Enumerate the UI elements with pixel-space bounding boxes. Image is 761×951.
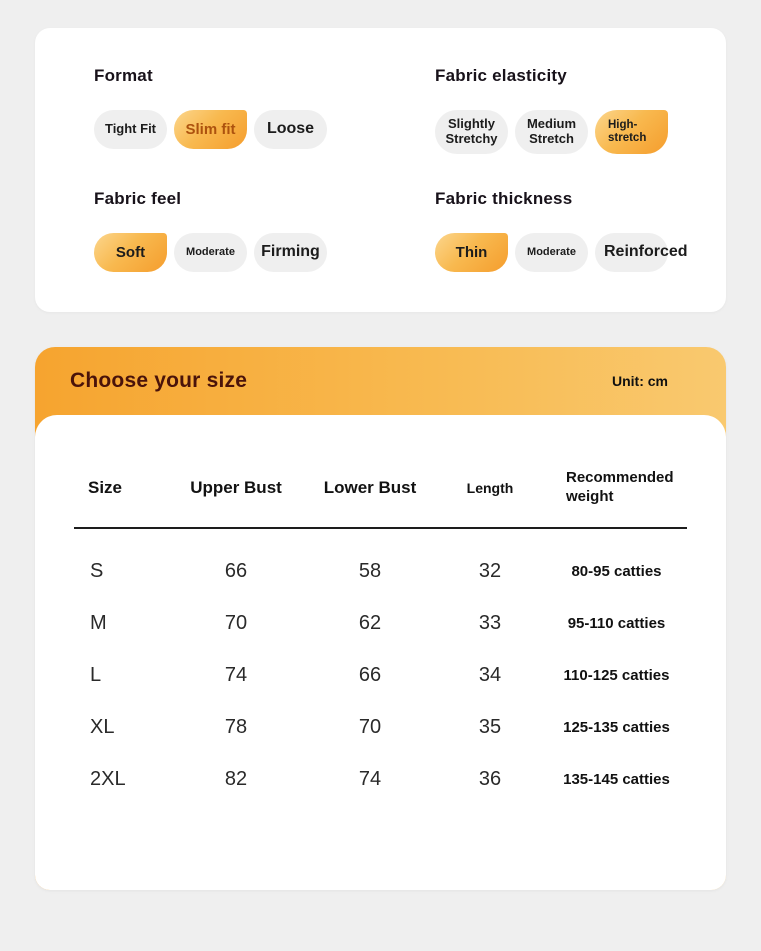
cell-size: S — [90, 559, 104, 582]
elasticity-options — [435, 110, 696, 154]
cell-weight: 135-145 catties — [563, 770, 670, 788]
size-table-header — [74, 451, 687, 525]
group-title-feel: Fabric feel — [94, 189, 182, 208]
cell-size: M — [90, 611, 107, 634]
option-thin-selected[interactable]: Thin — [435, 233, 508, 272]
size-chart-title: Choose your size — [70, 369, 248, 392]
cell-lower: 58 — [358, 559, 382, 582]
format-options — [94, 110, 435, 149]
option-moderate-feel[interactable]: Moderate — [174, 233, 247, 272]
col-header-upper-bust: Upper Bust — [190, 478, 282, 497]
cell-lower: 62 — [358, 611, 382, 634]
table-row-s — [74, 545, 687, 597]
attribute-group-thickness — [435, 189, 696, 272]
table-row-m — [74, 597, 687, 649]
table-row-xl — [74, 701, 687, 753]
attribute-group-feel — [94, 189, 435, 272]
cell-weight: 110-125 catties — [563, 666, 670, 684]
cell-length: 33 — [478, 611, 502, 634]
unit-label: Unit: cm — [612, 373, 668, 389]
col-header-size: Size — [88, 478, 123, 497]
cell-upper: 66 — [224, 559, 248, 582]
table-row-2xl — [74, 753, 687, 805]
option-firming[interactable]: Firming — [254, 233, 327, 272]
table-row-l — [74, 649, 687, 701]
cell-upper: 82 — [224, 767, 248, 790]
option-reinforced[interactable]: Reinforced — [595, 233, 668, 272]
option-tight-fit[interactable]: Tight Fit — [94, 110, 167, 149]
attribute-group-format — [94, 66, 435, 154]
cell-upper: 78 — [224, 715, 248, 738]
cell-upper: 70 — [224, 611, 248, 634]
cell-weight: 80-95 catties — [571, 562, 662, 580]
attribute-group-elasticity — [435, 66, 696, 154]
thickness-options — [435, 233, 696, 272]
option-medium-stretch[interactable]: Medium Stretch — [515, 110, 588, 154]
cell-lower: 66 — [358, 663, 382, 686]
size-chart-banner — [35, 347, 726, 415]
cell-weight: 125-135 catties — [563, 718, 670, 736]
cell-weight: 95-110 catties — [567, 614, 666, 632]
group-title-elasticity: Fabric elasticity — [435, 66, 567, 85]
option-loose[interactable]: Loose — [254, 110, 327, 149]
fabric-attributes-card — [35, 28, 726, 312]
size-chart-sheet — [35, 415, 726, 890]
col-header-lower-bust: Lower Bust — [323, 478, 417, 497]
option-slim-fit-selected[interactable]: Slim fit — [174, 110, 247, 149]
cell-length: 34 — [478, 663, 502, 686]
cell-length: 32 — [478, 559, 502, 582]
cell-lower: 70 — [358, 715, 382, 738]
col-header-weight: Recommended weight — [566, 469, 674, 505]
option-slightly-stretchy[interactable]: Slightly Stretchy — [435, 110, 508, 154]
size-table-body — [74, 545, 687, 805]
group-title-thickness: Fabric thickness — [435, 189, 573, 208]
option-soft-selected[interactable]: Soft — [94, 233, 167, 272]
feel-options — [94, 233, 435, 272]
group-title-format: Format — [94, 66, 153, 85]
cell-size: 2XL — [90, 767, 126, 790]
option-moderate-thickness[interactable]: Moderate — [515, 233, 588, 272]
option-high-stretch-selected[interactable]: High-stretch — [595, 110, 668, 154]
col-header-length: Length — [466, 480, 514, 496]
size-chart-section — [35, 347, 726, 890]
size-table — [74, 451, 687, 805]
cell-size: XL — [90, 715, 115, 738]
cell-length: 36 — [478, 767, 502, 790]
header-divider — [74, 527, 687, 529]
cell-lower: 74 — [358, 767, 382, 790]
cell-size: L — [90, 663, 102, 686]
cell-upper: 74 — [224, 663, 248, 686]
cell-length: 35 — [478, 715, 502, 738]
